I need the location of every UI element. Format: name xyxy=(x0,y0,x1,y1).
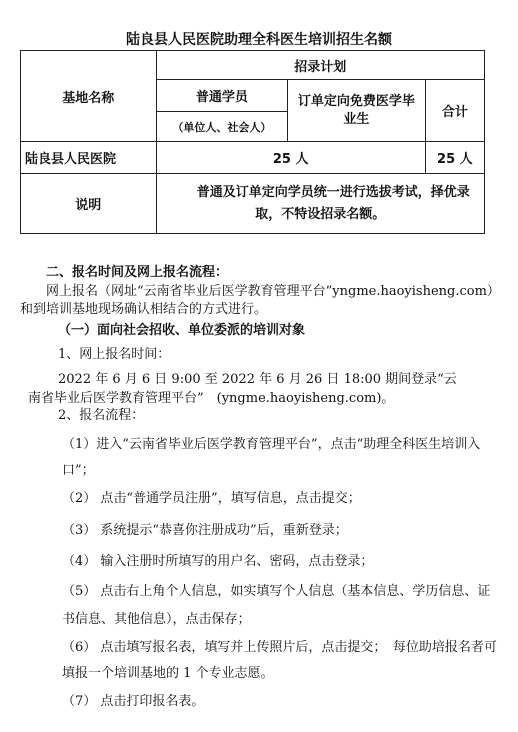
note-text: 普通及订单定向学员统一进行选拔考试，择优录取，不特设招录名额。 xyxy=(156,174,484,234)
order-graduate-header: 订单定向免费医学毕业生 xyxy=(288,80,426,142)
registration-process-heading: 2、报名流程： xyxy=(58,408,145,423)
step-2: （2） 点击“普通学员注册”，填写信息，点击提交； xyxy=(62,491,361,506)
plan-value-cell: 25 人 xyxy=(156,142,425,174)
intro-paragraph: 网上报名（网址“云南省毕业后医学教育管理平台”yngme.haoyisheng.com）和到培训基地现场确认相结合的方式进行。 xyxy=(20,284,494,317)
regular-trainee-header: 普通学员 xyxy=(156,80,288,112)
registration-time-heading: 1、网上报名时间： xyxy=(58,347,171,362)
step-5: （5） 点击右上角个人信息，如实填写个人信息（基本信息、学历信息、证书信息、其他信息），点击保存； xyxy=(62,584,491,627)
section-heading: 二、报名时间及网上报名流程： xyxy=(46,265,229,280)
step-7: （7） 点击打印报名表。 xyxy=(62,694,205,709)
step-6: （6） 点击填写报名表，填写并上传照片后，点击提交； 每位助培报名者可填报一个培训基地的 1 个专业志愿。 xyxy=(62,640,497,681)
registration-time-text: 2022 年 6 月 6 日 9:00 至 2022 年 6 月 26 日 18:00 期间登录“云南省毕业后医学教育管理平台” (yngme.haoyisheng.com)。 xyxy=(28,372,457,406)
total-value-cell: 25 人 xyxy=(425,142,484,174)
enrollment-table xyxy=(20,50,485,234)
note-label: 说明 xyxy=(21,174,157,234)
plan-header: 招录计划 xyxy=(156,51,484,80)
step-4: （4） 输入注册时所填写的用户名、密码，点击登录； xyxy=(62,554,374,569)
base-name-header: 基地名称 xyxy=(21,51,157,142)
step-3: （3） 系统提示“恭喜你注册成功”后，重新登录； xyxy=(62,523,348,538)
regular-trainee-subheader: （单位人、社会人） xyxy=(156,112,288,142)
base-name-cell: 陆良县人民医院 xyxy=(21,142,157,174)
subsection-heading: （一）面向社会招收、单位委派的培训对象 xyxy=(58,323,306,338)
step-1: （1）进入“云南省毕业后医学教育管理平台”，点击“助理全科医生培训入口”； xyxy=(62,437,481,478)
document-title: 陆良县人民医院助理全科医生培训招生名额 xyxy=(126,32,392,48)
total-header: 合计 xyxy=(425,80,484,142)
